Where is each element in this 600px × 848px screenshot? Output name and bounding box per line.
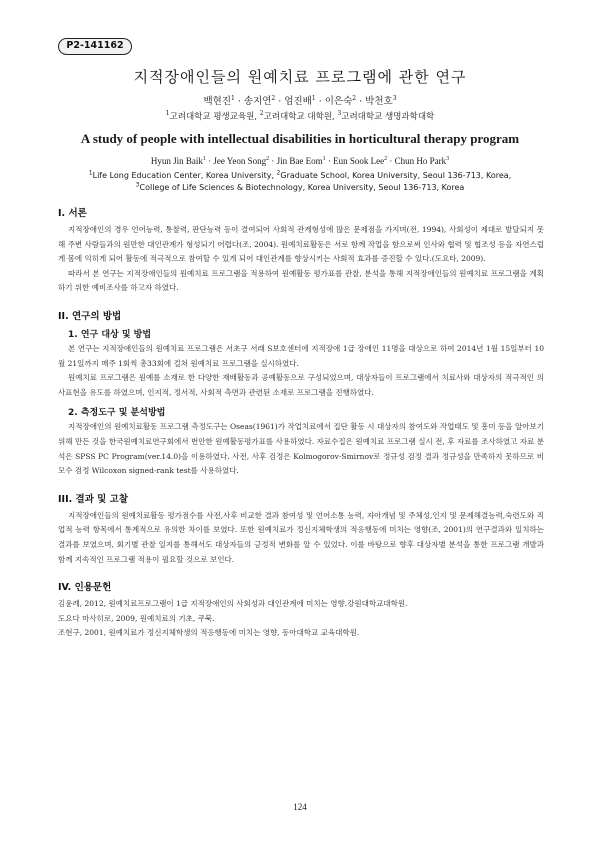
affiliation-marker: 3 [337, 110, 342, 118]
author-name: 엄진배 [284, 96, 312, 107]
author-name: 박천호 [365, 96, 393, 107]
reference-item: 조현구, 2001, 원예치료가 정신지체학생의 적응행동에 미치는 영향, 동아대학교 교육대학원. [58, 628, 360, 638]
reference-item: 도요다 마사히로, 2009, 원예치료의 기초, 쿠북. [58, 613, 215, 623]
affiliation-text: 고려대학교 대학원, [263, 112, 338, 122]
author-name: 이은숙 [324, 96, 353, 107]
author-name: Jee Yeon Song [213, 156, 267, 166]
affiliation-marker: 1 [322, 156, 326, 162]
author-name: Jin Bae Eom [276, 156, 323, 166]
affiliation-marker: 2 [352, 94, 357, 102]
author-name: 백현진 [203, 96, 231, 107]
body-paragraph: 지적장애인의 경우 언어능력, 통찰력, 판단능력 등이 결여되어 사회적 관계형성에 많은 문제점을 가지며(전, 1994), 사회성이 제대로 발달되지 못해 주변 사람들과의 원만한 대인관계가 형성되기 어렵다(조, 2004). 원예치료활동은 서로 함께 작업을 함으로써 인사와 협력 및 협조성 등을 자연스럽게 몸에 익히게 되어 활동에 적극적으로 참여할 수 있게 되어 대인관계를 향상시키는 사회적 효과를 증진할 수 있다.(도요타, 2009). [58, 225, 544, 264]
body-paragraph: 지적장애인의 원예치료활동 프로그램 측정도구는 Oseas(1961)가 작업치료에서 집단 활동 시 대상자의 참여도와 작업태도 및 흥미 등을 알아보기 위해 만든 것을 한국원예치료연구회에서 번안한 원예활동평가표를 사용하였다. 자료수집은 원예치료 프로그램 실시 전, 후 자료를 조사하였고 자료 분석은 SPSS PC Program(ver.14.0)을 이용하였다. 사전, 사후 검정은 Kolmogorov-Smirnov로 정규성 검정 결과 정규성을 만족하지 못하므로 비모수 검정 Wilcoxon signed-rank test를 사용하였다. [58, 422, 544, 476]
affiliation-marker: 1 [311, 94, 316, 102]
affiliation-marker: 3 [392, 94, 397, 102]
affiliation-marker: 3 [135, 181, 140, 189]
paper-body [58, 205, 544, 641]
affiliation-text: 고려대학교 평생교육원, [169, 112, 260, 122]
korean-author-list: 백현진$^1$ · 송지연$^2$ · 엄진배$^1$ · 이은숙$^2$ · 박천호$^3$ [203, 94, 397, 107]
body-paragraph: 따라서 본 연구는 지적장애인들의 원예치료 프로그램을 적용하여 원예활동 평가표를 관찰, 분석을 통해 지적장애인들의 원예치료 프로그램을 계획하기 위한 예비조사를 하고자 하였다. [58, 268, 544, 293]
affiliation-marker: 2 [271, 94, 276, 102]
section-heading-introduction: I. 서론 [58, 208, 87, 219]
affiliation-marker: 3 [446, 156, 450, 162]
affiliation-text: 고려대학교 생명과학대학 [341, 112, 435, 122]
subsection-heading-measurement: 2. 측정도구 및 분석방법 [68, 408, 166, 419]
affiliation-marker: 1 [88, 169, 93, 177]
paper-id-badge: P2-141162 [58, 38, 132, 55]
body-paragraph: 지적장애인들의 원예치료활동 평가점수를 사전,사후 비교한 결과 참여성 및 언어소통 능력, 자아개념 및 주체성,인지 및 문제해결능력,숙련도와 직업적 능력 항목에서 통계적으로 유의한 차이를 보였다. 또한 원예치료가 정신지체학생의 적응행동에 미치는 영향(조, 2001)의 연구결과와 일치하는 결과를 보였으며, 회기별 관찰 일지를 통해서도 대상자들의 긍정적 변화를 알 수 있었다. 이를 바탕으로 향후 대상자별 분석을 통한 프로그램 개발과 함께 지속적인 프로그램 적용이 필요할 것으로 보인다. [58, 510, 544, 564]
page-number: 124 [293, 802, 307, 812]
section-heading-references: IV. 인용문헌 [58, 582, 112, 594]
affiliation-text: Graduate School, Korea University, Seoul 136-713, Korea, [280, 171, 512, 180]
affiliation-marker: 1 [231, 94, 235, 102]
author-name: 송지연 [243, 96, 272, 107]
english-title: A study of people with intellectual disabilities in horticultural therapy program [80, 131, 520, 146]
affiliation-marker: 2 [259, 110, 264, 118]
english-author-list: Hyun Jin Baik$^1$ · Jee Yeon Song$^2$ · Jin Bae Eom$^1$ · Eun Sook Lee$^2$ · Chun Ho Park$^3$ [150, 156, 450, 166]
author-name: Eun Sook Lee [333, 156, 385, 166]
affiliation-marker: 2 [384, 156, 388, 162]
korean-affiliations [0, 110, 600, 122]
affiliation-marker: 1 [202, 156, 206, 162]
affiliation-marker: 1 [165, 110, 170, 118]
english-affiliations-line-1 [0, 171, 600, 180]
section-heading-results: III. 결과 및 고찰 [58, 493, 129, 505]
reference-item: 김윤례, 2012, 원예치료프로그램이 1급 지적장애인의 사회성과 대인관계에 미치는 영향.강원대학교대학원. [58, 599, 408, 609]
affiliation-marker: 2 [276, 169, 281, 177]
affiliation-marker: 2 [266, 156, 270, 162]
affiliation-text: College of Life Sciences & Biotechnology, Korea University, Seoul 136-713, Korea [139, 183, 465, 192]
section-heading-methods: II. 연구의 방법 [58, 310, 122, 322]
author-name: Chun Ho Park [394, 156, 447, 166]
affiliation-text: Life Long Education Center, Korea University, [92, 171, 277, 180]
body-paragraph: 본 연구는 지적장애인들의 원예치료 프로그램은 서초구 서래 S보호센터에 지적장애 1급 장애인 11명을 대상으로 하여 2014년 1월 15일부터 10월 21일까지 매주 1회씩 총33회에 걸쳐 원예치료 프로그램을 실시하였다. [58, 343, 544, 368]
author-name: Hyun Jin Baik [150, 156, 203, 166]
korean-title: 지적장애인들의 원예치료 프로그램에 관한 연구 [133, 68, 467, 86]
subsection-heading-subjects: 1. 연구 대상 및 방법 [68, 329, 152, 340]
body-paragraph: 원예치료 프로그램은 원예를 소재로 한 다양한 재배활동과 공예활동으로 구성되었으며, 대상자들이 프로그램에서 치료사와 대상자의 적극적인 의사표현을 유도를 하였으며, 인지적, 정서적, 사회적 측면과 관련된 소재로 프로그램을 진행하였다. [58, 373, 544, 397]
english-affiliations-line-2 [0, 183, 600, 192]
